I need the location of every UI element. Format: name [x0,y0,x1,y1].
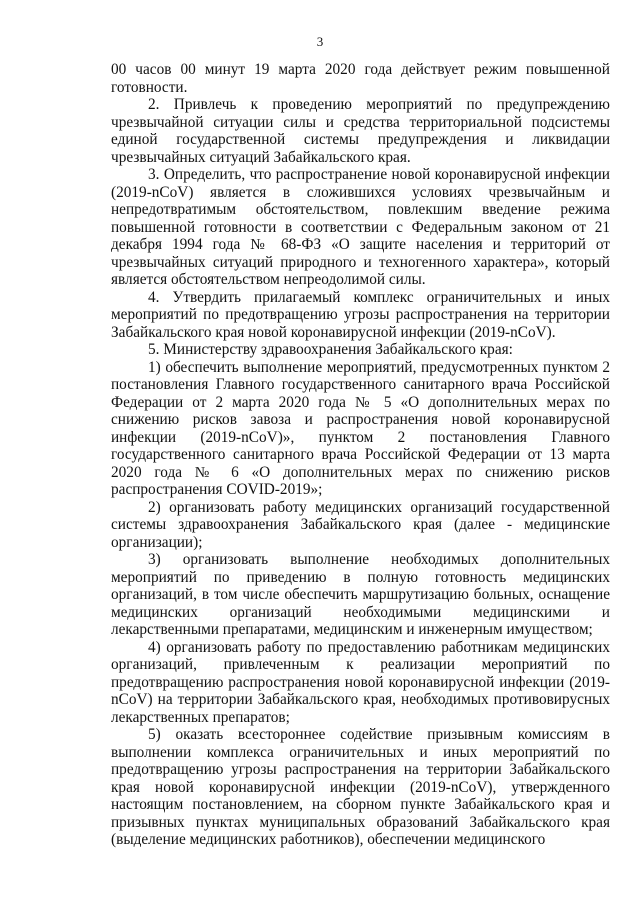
page-number: 3 [316,34,324,49]
subitem-4: 4) организовать работу по предоставлению работникам медицинских организаций, привлеченным к реализации мероприятий по предотвращению распространения новой коронавирусной инфекции (2019-nCoV) на территории Забайкальского края, необходимых противовирусных лекарственных препаратов; [111,638,610,726]
subitem-2: 2) организовать работу медицинских организаций государственной системы здравоохранения Забайкальского края (далее - медицинские организации); [111,498,610,551]
paragraph-item-4: 4. Утвердить прилагаемый комплекс ограничительных и иных мероприятий по предотвращению угрозы распространения на территории Забайкальского края новой коронавирусной инфекции (2019-nCoV). [111,288,610,341]
document-body [111,61,610,849]
paragraph-item-2: 2. Привлечь к проведению мероприятий по предупреждению чрезвычайной ситуации силы и средства территориальной подсистемы единой государственной системы предупреждения и ликвидации чрезвычайных ситуаций Забайкальского края. [111,96,610,166]
paragraph-item-5: 5. Министерству здравоохранения Забайкальского края: [148,341,513,358]
subitem-1: 1) обеспечить выполнение мероприятий, предусмотренных пунктом 2 постановления Главного государственного санитарного врача Российской Федерации от 2 марта 2020 года № 5 «О дополнительных мерах по снижению рисков завоза и распространения новой коронавирусной инфекции (2019-nCoV)», пунктом 2 постановления Главного государственного санитарного врача Российской Федерации от 13 марта 2020 года № 6 «О дополнительных мерах по снижению рисков распространения COVID-2019»; [111,358,610,498]
paragraph-continuation: 00 часов 00 минут 19 марта 2020 года действует режим повышенной готовности. [111,61,610,96]
subitem-5: 5) оказать всестороннее содействие призывным комиссиям в выполнении комплекса ограничительных и иных мероприятий по предотвращению угрозы распространения на территории Забайкальского края новой коронавирусной инфекции (2019-nCoV), утвержденного настоящим постановлением, на сборном пункте Забайкальского края и призывных пунктах муниципальных образований Забайкальского края (выделение медицинских работников), обеспечении медицинского [111,726,610,848]
subitem-3: 3) организовать выполнение необходимых дополнительных мероприятий по приведению в полную готовность медицинских организаций, в том числе обеспечить маршрутизацию больных, оснащение медицинских организаций необходимыми медицинскими и лекарственными препаратами, медицинским и инженерным имуществом; [111,551,610,638]
paragraph-item-3: 3. Определить, что распространение новой коронавирусной инфекции (2019-nCoV) является в сложившихся условиях чрезвычайным и непредотвратимым обстоятельством, повлекшим введение режима повышенной готовности в соответствии с Федеральным законом от 21 декабря 1994 года № 68-ФЗ «О защите населения и территорий от чрезвычайных ситуаций природного и техногенного характера», который является обстоятельством непреодолимой силы. [111,166,610,288]
